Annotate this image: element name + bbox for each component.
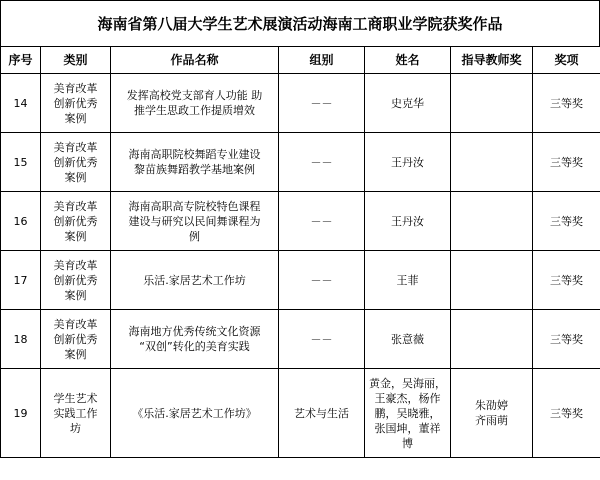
cell-name: 王丹汝: [365, 133, 451, 192]
header-group: 组别: [279, 47, 365, 74]
cell-work: 海南高职院校舞蹈专业建设 黎苗族舞蹈教学基地案例: [111, 133, 279, 192]
header-name: 姓名: [365, 47, 451, 74]
cell-category: 学生艺术 实践工作 坊: [41, 369, 111, 458]
table-row: [1, 74, 600, 133]
table-row: [1, 251, 600, 310]
cell-award: 三等奖: [533, 251, 600, 310]
sheet-title: 海南省第八届大学生艺术展演活动海南工商职业学院获奖作品: [0, 0, 600, 46]
cell-category: 美育改革 创新优秀 案例: [41, 310, 111, 369]
cell-work: 海南地方优秀传统文化资源 “双创”转化的美育实践: [111, 310, 279, 369]
cell-work: 《乐活.家居艺术工作坊》: [111, 369, 279, 458]
cell-award: 三等奖: [533, 369, 600, 458]
table-row: [1, 310, 600, 369]
header-work: 作品名称: [111, 47, 279, 74]
cell-advisor: [451, 192, 533, 251]
cell-group: －－: [279, 192, 365, 251]
cell-name: 黄金，吴海丽， 王豪杰，杨作 鹏，吴晓雅， 张国坤，董祥 博: [365, 369, 451, 458]
table-row: [1, 369, 600, 458]
header-seq: 序号: [1, 47, 41, 74]
table-row: [1, 133, 600, 192]
cell-category: 美育改革 创新优秀 案例: [41, 251, 111, 310]
header-award: 奖项: [533, 47, 600, 74]
cell-advisor: [451, 310, 533, 369]
cell-category: 美育改革 创新优秀 案例: [41, 74, 111, 133]
cell-group: －－: [279, 133, 365, 192]
cell-advisor: [451, 133, 533, 192]
awards-table: [0, 46, 600, 458]
cell-seq: 15: [1, 133, 41, 192]
cell-work: 发挥高校党支部育人功能 助 推学生思政工作提质增效: [111, 74, 279, 133]
cell-advisor: [451, 74, 533, 133]
cell-group: 艺术与生活: [279, 369, 365, 458]
header-category: 类别: [41, 47, 111, 74]
cell-award: 三等奖: [533, 74, 600, 133]
cell-name: 王菲: [365, 251, 451, 310]
cell-advisor: [451, 251, 533, 310]
table-row: [1, 192, 600, 251]
header-row: [1, 47, 600, 74]
cell-seq: 14: [1, 74, 41, 133]
cell-name: 史克华: [365, 74, 451, 133]
cell-award: 三等奖: [533, 192, 600, 251]
cell-seq: 18: [1, 310, 41, 369]
cell-category: 美育改革 创新优秀 案例: [41, 133, 111, 192]
cell-seq: 19: [1, 369, 41, 458]
header-advisor: 指导教师奖: [451, 47, 533, 74]
cell-category: 美育改革 创新优秀 案例: [41, 192, 111, 251]
cell-seq: 16: [1, 192, 41, 251]
cell-work: 海南高职高专院校特色课程 建设与研究以民间舞课程为 例: [111, 192, 279, 251]
cell-award: 三等奖: [533, 133, 600, 192]
cell-award: 三等奖: [533, 310, 600, 369]
cell-seq: 17: [1, 251, 41, 310]
cell-group: －－: [279, 251, 365, 310]
cell-group: －－: [279, 310, 365, 369]
cell-group: －－: [279, 74, 365, 133]
cell-name: 王丹汝: [365, 192, 451, 251]
cell-work: 乐活.家居艺术工作坊: [111, 251, 279, 310]
cell-advisor: 朱劭婷 齐雨萌: [451, 369, 533, 458]
cell-name: 张意薇: [365, 310, 451, 369]
